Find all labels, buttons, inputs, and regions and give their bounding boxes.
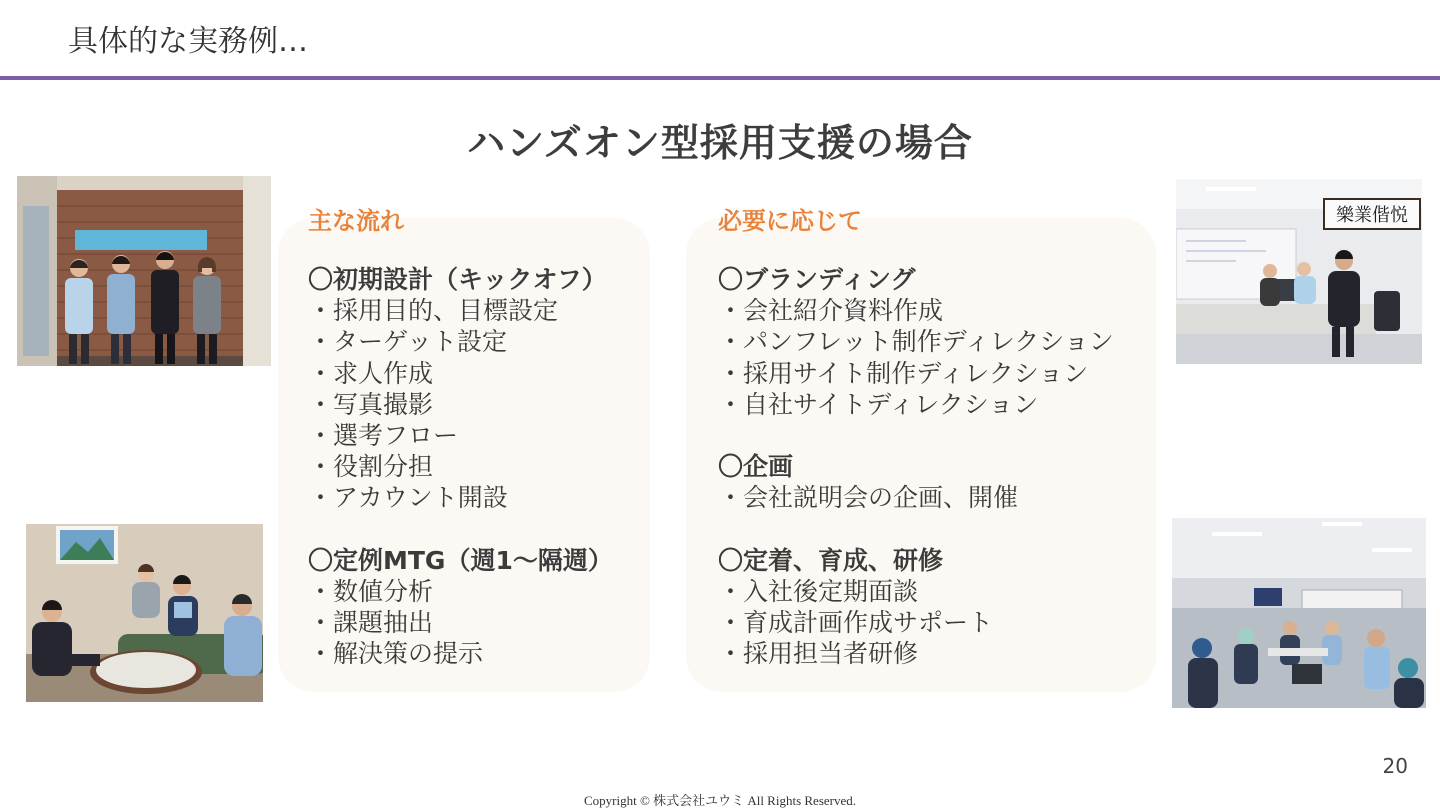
copyright-footer: Copyright © 株式会社ユウミ All Rights Reserved. (583, 793, 857, 808)
calligraphy-text: 樂業偕悦 (1336, 205, 1408, 226)
section-title: 〇企画 (718, 452, 794, 482)
section-title: 〇定例MTG（週1〜隔週） (308, 545, 613, 575)
list-item: ・採用サイト制作ディレクション (718, 358, 1089, 388)
list-item: ・数値分析 (308, 577, 434, 607)
list-item: ・採用担当者研修 (718, 639, 919, 669)
list-item: ・求人作成 (308, 358, 434, 388)
list-item: ・写真撮影 (308, 389, 434, 419)
page-header-title: 具体的な実務例… (68, 24, 308, 59)
training-room-photo (1172, 518, 1426, 708)
group-photo (17, 176, 271, 366)
list-item: ・アカウント開設 (308, 483, 508, 513)
list-item: ・選考フロー (308, 421, 459, 451)
section-spacer (718, 514, 1114, 545)
section-title: 〇定着、育成、研修 (718, 545, 944, 575)
page-number: 20 (1382, 754, 1408, 778)
list-item: ・育成計画作成サポート (718, 608, 994, 638)
section-title: 〇初期設計（キックオフ） (308, 265, 607, 294)
section-title: 〇ブランディング (718, 265, 916, 294)
slide-title: ハンズオン型採用支援の場合 (467, 121, 973, 165)
list-item: ・採用目的、目標設定 (308, 296, 559, 326)
list-item: ・入社後定期面談 (718, 577, 919, 606)
meeting-room-photo (26, 524, 263, 702)
section-spacer (718, 420, 1114, 451)
office-meeting-photo (1176, 179, 1422, 364)
list-item: ・ターゲット設定 (308, 327, 508, 357)
list-item: ・課題抽出 (308, 608, 434, 638)
list-item: ・パンフレット制作ディレクション (718, 327, 1114, 357)
list-item: ・解決策の提示 (308, 639, 484, 669)
section-spacer (308, 514, 613, 545)
right-column-heading: 必要に応じて (718, 207, 862, 235)
list-item: ・会社説明会の企画、開催 (718, 483, 1019, 513)
left-column-heading: 主な流れ (308, 207, 404, 235)
right-column-list (718, 264, 1114, 670)
header-divider (0, 76, 1440, 80)
list-item: ・自社サイトディレクション (718, 389, 1039, 419)
list-item: ・会社紹介資料作成 (718, 296, 944, 326)
list-item: ・役割分担 (308, 452, 434, 482)
left-column-list (308, 264, 613, 670)
